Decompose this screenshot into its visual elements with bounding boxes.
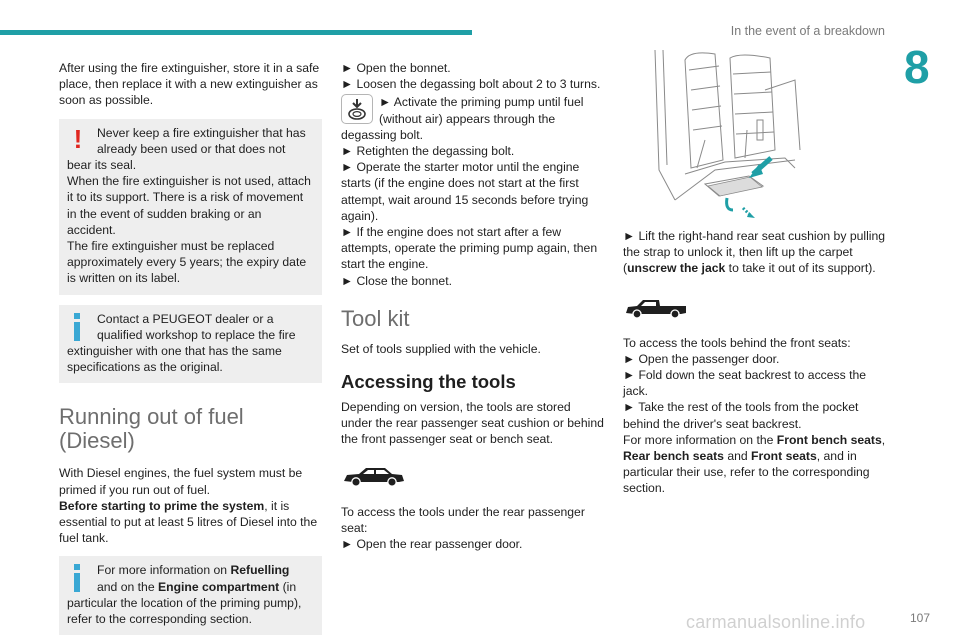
paragraph-access: Depending on version, the tools are stored under the rear passenger seat cushion or behind the front passenger seat or bench seat. [341, 400, 604, 447]
step-open-passenger-door: ► Open the passenger door. [623, 351, 780, 366]
paragraph-front-intro: To access the tools behind the front seats: [623, 335, 851, 350]
page-number: 107 [909, 611, 930, 625]
column-left [59, 60, 322, 635]
info-box-dealer [59, 305, 322, 384]
paragraph-extinguisher-store: After using the fire extinguisher, store it in a safe place, then replace it with a new extinguisher as soon as possible. [59, 61, 320, 108]
heading-running-out-of-fuel: Running out of fuel (Diesel) [59, 404, 244, 454]
step-fold-backrest: ► Fold down the seat backrest to access the jack. [623, 368, 867, 399]
step-open-rear-door: ► Open the rear passenger door. [341, 537, 523, 552]
step-open-bonnet: ► Open the bonnet. [341, 61, 451, 75]
step-starter: ► Operate the starter motor until the engine starts (if the engine does not start at the first attempt, wait around 15 seconds before trying again). [341, 160, 589, 223]
warning-text: Never keep a fire extinguisher that has already been used or that does not bear its seal. When the fire extinguisher is not used, attach it to its support. There is a risk of movement in the event of sudden braking or an accident. The fire extinguisher must be replaced approximately every 5 years; the expiry date is written on its label. [67, 125, 311, 286]
sedan-car-icon [341, 462, 407, 490]
info-text-refuelling: For more information on Refuelling and on the Engine compartment (in particular the location of the priming pump), refer to the corresponding section. [67, 563, 302, 627]
section-title: In the event of a breakdown [730, 24, 885, 38]
paragraph-more-info: For more information on the Front bench seats, Rear bench seats and Front seats, and in particular their use, refer to the corresponding section. [623, 432, 886, 496]
heading-tool-kit: Tool kit [341, 305, 410, 331]
paragraph-before-starting: Before starting to prime the system, it is essential to put at least 5 litres of Diesel into the fuel tank. [59, 498, 318, 546]
info-icon [67, 562, 89, 592]
column-middle [341, 60, 605, 552]
column-right [623, 50, 887, 497]
header-accent-bar [0, 30, 472, 35]
step-retry: ► If the engine does not start after a few attempts, operate the priming pump again, then start the engine. [341, 225, 598, 272]
unscrew-jack-bold: unscrew the jack [627, 261, 726, 276]
step-lift-cushion: ► Lift the right-hand rear seat cushion by pulling the strap to unlock it, then lift up the carpet (unscrew the jack to take it out of its support). [623, 229, 886, 276]
info-box-refuelling [59, 556, 322, 635]
paragraph-diesel-prime: With Diesel engines, the fuel system must be primed if you run out of fuel. [59, 466, 303, 497]
info-text-dealer: Contact a PEUGEOT dealer or a qualified workshop to replace the fire extinguisher with one that has the same specifications as the original. [67, 311, 296, 375]
step-activate-pump: ► Activate the priming pump until fuel (without air) appears through the degassing bolt. [341, 95, 584, 142]
info-icon [67, 311, 89, 341]
step-take-tools: ► Take the rest of the tools from the pocket behind the driver's seat backrest. [623, 400, 859, 431]
pump-step-block [341, 94, 605, 143]
step-retighten: ► Retighten the degassing bolt. [341, 144, 515, 159]
step-close-bonnet: ► Close the bonnet. [341, 273, 452, 288]
step-loosen-bolt: ► Loosen the degassing bolt about 2 to 3 turns. [341, 77, 601, 92]
heading-accessing-tools: Accessing the tools [341, 371, 516, 393]
priming-pump-icon [341, 94, 373, 124]
chapter-number: 8 [904, 41, 930, 93]
before-starting-bold: Before starting to prime the system [59, 498, 265, 513]
warning-icon: ! [73, 123, 83, 154]
paragraph-toolkit: Set of tools supplied with the vehicle. [341, 341, 541, 356]
rear-seat-illustration [645, 50, 805, 220]
warning-box [59, 119, 322, 295]
watermark: carmanualsonline.info [686, 612, 866, 632]
paragraph-rear-intro: To access the tools under the rear passenger seat: [341, 504, 585, 535]
pickup-truck-icon [623, 295, 689, 321]
